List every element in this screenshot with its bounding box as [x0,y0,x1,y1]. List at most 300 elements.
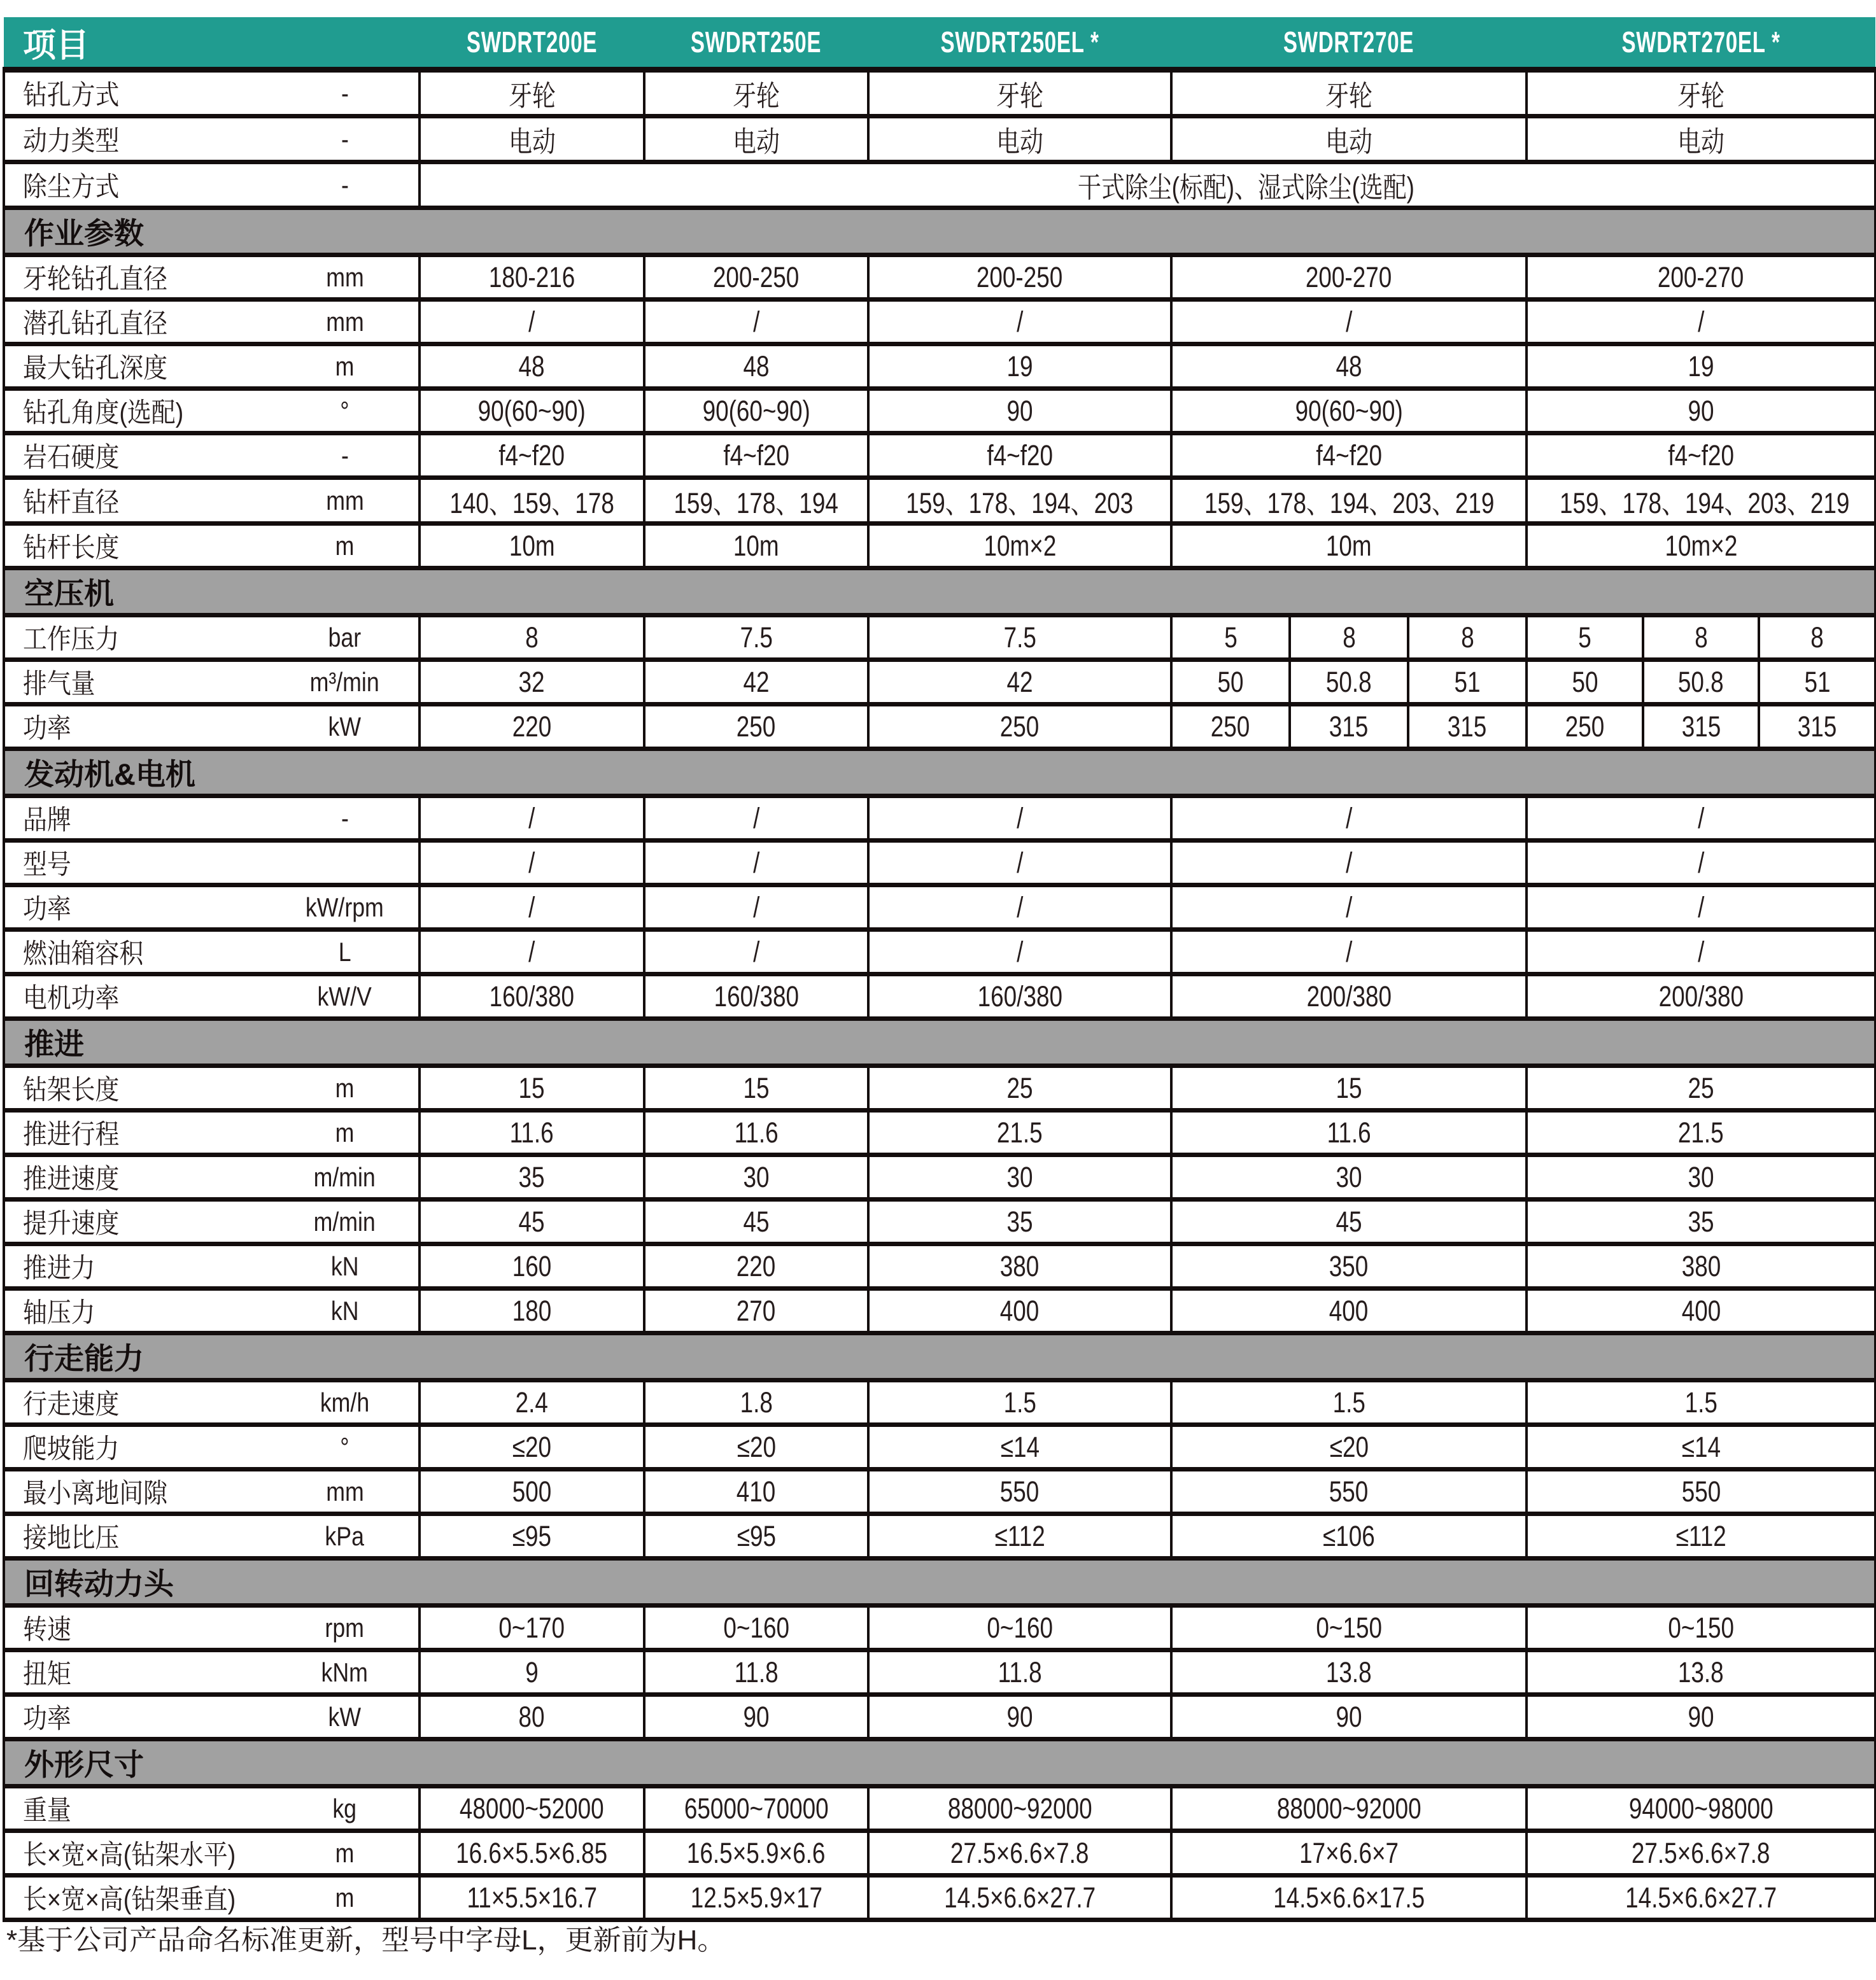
cell-value [420,1244,644,1289]
model-header [1527,17,1875,70]
cell-value-text: 45 [518,1205,546,1238]
row-unit-text: ° [340,1431,349,1462]
row-label [4,1831,271,1876]
cell-value-text: 80 [518,1700,546,1733]
row-label [4,1470,271,1514]
row-unit [271,1380,420,1425]
cell-value-text: 0~170 [498,1611,565,1644]
row-unit [271,1155,420,1200]
cell-value-text: 0~160 [987,1611,1053,1644]
row-unit [271,524,420,568]
cell-value-text: 1.8 [740,1386,773,1419]
cell-value-text: 160/380 [489,979,575,1013]
cell-value-text: / [1345,935,1353,968]
cell-value-text: 35 [1006,1205,1033,1238]
row-unit-text: kW [328,1701,362,1732]
cell-value [1527,1650,1875,1695]
cell-value [420,930,644,974]
model-name: SWDRT200E [466,25,598,59]
cell-value [1643,660,1759,705]
cell-value [644,1650,868,1695]
cell-value [1527,841,1875,885]
cell-value-text: / [752,801,760,834]
row-unit-text: mm [325,262,364,292]
row-unit-text: kg [332,1793,357,1823]
cell-value [420,433,644,478]
cell-value [1527,389,1875,433]
cell-value [1527,255,1875,300]
cell-value [420,1650,644,1695]
cell-value-text: 19 [1006,349,1033,383]
cell-value [1171,70,1527,116]
row-unit-text: rpm [325,1612,365,1643]
row-label [4,1695,271,1739]
row-unit [271,389,420,433]
table-row [4,389,1875,433]
cell-value [868,300,1171,344]
row-label-text: 行走速度 [23,1389,120,1420]
table-row [4,1244,1875,1289]
cell-value-text: 14.5×6.6×27.7 [1625,1881,1777,1914]
cell-value-text: 200-270 [1306,260,1392,293]
cell-value [644,660,868,705]
cell-value-text: 50 [1572,665,1598,698]
cell-value [644,930,868,974]
row-label [4,974,271,1019]
cell-value [644,389,868,433]
cell-value-text: 159、178、194、203、219 [1560,487,1850,519]
cell-value-text: 牙轮 [1325,80,1372,112]
table-row [4,796,1875,841]
model-name: SWDRT250E [691,25,822,59]
cell-value-text: 14.5×6.6×27.7 [944,1881,1096,1914]
cell-value [1527,1876,1875,1920]
cell-value [868,1111,1171,1155]
row-label [4,116,271,162]
cell-value-text: 180-216 [488,260,575,293]
row-label-text: 岩石硬度 [23,442,120,473]
cell-value-text: f4~f20 [1668,439,1734,472]
cell-value [868,1695,1171,1739]
cell-value-text: 8 [1810,621,1824,654]
cell-value-text: 48 [518,349,546,383]
cell-value-text: 380 [1681,1249,1721,1282]
row-unit-text: m/min [313,1162,376,1192]
table-row [4,116,1875,162]
row-unit [271,1650,420,1695]
cell-value [420,1289,644,1333]
row-label-text: 长×宽×高(钻架垂直) [23,1885,236,1915]
cell-value-text: 159、178、194、203 [906,487,1134,519]
cell-value [1171,1514,1527,1559]
cell-value [1527,1244,1875,1289]
row-label [4,1200,271,1244]
table-row [4,1380,1875,1425]
table-row [4,660,1875,705]
cell-value-text: 42 [1006,665,1033,698]
cell-value [868,1066,1171,1111]
row-label-text: 钻孔方式 [23,80,120,111]
row-label [4,162,271,208]
cell-value-text: 48 [1336,349,1362,383]
row-unit [271,116,420,162]
cell-value-text: / [1697,890,1705,923]
cell-value-text: 200/380 [1306,979,1392,1013]
table-row [4,1425,1875,1470]
cell-value-text: f4~f20 [498,439,565,472]
row-unit [271,1606,420,1650]
row-unit [271,1514,420,1559]
row-label-text: 重量 [23,1795,71,1826]
cell-value [1408,615,1527,660]
cell-value-text: ≤20 [512,1430,552,1463]
cell-value-text: 160/380 [977,979,1062,1013]
table-row [4,974,1875,1019]
cell-value [1290,660,1408,705]
cell-value [1527,1066,1875,1111]
cell-value [1527,300,1875,344]
cell-value [644,1066,868,1111]
table-row [4,1470,1875,1514]
section-title: 回转动力头 [4,1559,1875,1606]
table-row [4,344,1875,389]
table-row [4,300,1875,344]
cell-value-text: 牙轮 [733,80,780,112]
cell-value [868,1155,1171,1200]
cell-value [1643,705,1759,749]
cell-value-text: 电动 [996,125,1043,158]
cell-value [644,796,868,841]
row-unit-text: kN [330,1251,359,1281]
row-label-text: 接地比压 [23,1523,120,1554]
cell-value-text: ≤20 [1329,1430,1369,1463]
cell-value [1171,885,1527,930]
cell-value-text: 220 [737,1249,776,1282]
row-label [4,70,271,116]
row-unit-text: kN [330,1295,359,1326]
cell-value-text: 35 [1688,1205,1714,1238]
cell-value-text: 90 [1336,1700,1362,1733]
cell-value-text: ≤106 [1323,1519,1375,1552]
cell-value-text: 88000~92000 [1276,1792,1421,1825]
cell-value [420,255,644,300]
row-label-text: 提升速度 [23,1209,120,1239]
cell-value [868,116,1171,162]
cell-value-text: 19 [1688,349,1714,383]
cell-value [1171,1066,1527,1111]
row-label-text: 牙轮钻孔直径 [23,264,168,295]
cell-value-text: 30 [1688,1160,1714,1193]
cell-value-text: 13.8 [1326,1655,1372,1689]
cell-value [1171,1650,1527,1695]
cell-value [868,1876,1171,1920]
cell-value [1171,1200,1527,1244]
cell-value [644,344,868,389]
row-label-text: 长×宽×高(钻架水平) [23,1840,236,1871]
cell-value-text: 200-250 [977,260,1063,293]
cell-value-text: f4~f20 [723,439,789,472]
model-header [644,17,868,70]
row-label [4,433,271,478]
cell-value-text: 1.5 [1332,1386,1365,1419]
row-unit-text: mm [325,485,364,516]
cell-value-text: 180 [512,1294,552,1327]
cell-value-text: 48000~52000 [460,1792,604,1825]
row-unit [271,1787,420,1831]
cell-value [644,1876,868,1920]
row-unit-text: mm [325,1476,364,1506]
cell-value [644,116,868,162]
cell-value [1527,1606,1875,1650]
cell-value-text: 400 [1681,1294,1721,1327]
row-label [4,344,271,389]
row-unit [271,705,420,749]
cell-value [1527,1380,1875,1425]
cell-value-text: 400 [1329,1294,1369,1327]
cell-value-text: / [1016,801,1024,834]
row-unit-text: kNm [321,1657,369,1687]
cell-value [644,615,868,660]
cell-value [1527,1111,1875,1155]
cell-value [868,255,1171,300]
row-label-text: 推进速度 [23,1164,120,1195]
cell-value [1527,433,1875,478]
cell-value-text: 159、178、194、203、219 [1204,487,1495,519]
cell-value-text: 17×6.6×7 [1299,1836,1399,1869]
cell-value-text: / [528,890,535,923]
row-label [4,660,271,705]
cell-value-text: 250 [737,710,776,743]
cell-value [420,974,644,1019]
cell-value-text: 50 [1217,665,1244,698]
cell-value-text: / [1697,305,1705,338]
cell-value-text: ≤20 [737,1430,776,1463]
cell-value-text: 220 [512,710,552,743]
cell-value [868,660,1171,705]
cell-value-text: / [1016,846,1024,879]
cell-value-text: 9 [525,1655,539,1689]
row-unit [271,796,420,841]
cell-value [1527,930,1875,974]
row-label [4,1606,271,1650]
cell-value [644,1155,868,1200]
cell-value [1171,1244,1527,1289]
cell-value-text: / [528,801,535,834]
cell-value-text: ≤14 [1681,1430,1721,1463]
cell-value-text: 11.6 [734,1116,779,1149]
cell-value [1171,1606,1527,1650]
model-name: SWDRT270EL * [1621,25,1781,59]
cell-value [644,1425,868,1470]
cell-value-text: ≤14 [1000,1430,1040,1463]
cell-value [868,1787,1171,1831]
cell-value-text: 200/380 [1658,979,1744,1013]
cell-value-text: / [752,935,760,968]
cell-value-text: 94000~98000 [1628,1792,1774,1825]
cell-value [1527,1200,1875,1244]
row-label [4,1111,271,1155]
row-label-text: 品牌 [23,805,71,836]
cell-value [1171,116,1527,162]
cell-value-text: 140、159、178 [449,487,614,519]
row-unit [271,433,420,478]
cell-value-text: 牙轮 [1677,80,1724,112]
cell-value [420,1380,644,1425]
section-title: 作业参数 [4,208,1875,255]
cell-value [644,1787,868,1831]
cell-value-text: 550 [1000,1475,1040,1508]
row-unit-text: ° [340,395,349,426]
cell-value-text: 16.6×5.5×6.85 [456,1836,608,1869]
row-label [4,1514,271,1559]
cell-value [1171,1380,1527,1425]
cell-value-text: / [1345,801,1353,834]
cell-value [868,433,1171,478]
cell-value [868,389,1171,433]
cell-value-text: 16.5×5.9×6.6 [687,1836,826,1869]
cell-value-text: / [528,935,535,968]
cell-value [1527,1470,1875,1514]
cell-value-text: 0~160 [723,1611,789,1644]
row-label-text: 扭矩 [23,1659,71,1690]
cell-value-text: 12.5×5.9×17 [690,1881,822,1914]
row-unit [271,1111,420,1155]
table-row [4,70,1875,116]
cell-value [644,1695,868,1739]
row-label-text: 功率 [23,1704,71,1734]
row-unit [271,1066,420,1111]
cell-value [1171,344,1527,389]
row-unit [271,1200,420,1244]
cell-value-text: 7.5 [1003,621,1036,654]
row-unit-text: - [341,123,349,154]
row-unit-text: m³/min [309,666,380,697]
cell-value [1527,660,1643,705]
cell-value [1171,1111,1527,1155]
row-unit-text: - [341,440,349,470]
row-label [4,885,271,930]
cell-value [1527,344,1875,389]
cell-value-text: / [1016,305,1024,338]
cell-value-text: 90 [1006,1700,1033,1733]
cell-value-text: 200-270 [1658,260,1744,293]
footnote: *基于公司产品命名标准更新，型号中字母L，更新前为H。 [6,1925,726,1956]
row-label-text: 转速 [23,1615,71,1645]
cell-value-text: 315 [1797,710,1837,743]
cell-value [1643,615,1759,660]
cell-value-text: 42 [743,665,770,698]
cell-value [420,478,644,524]
row-label-text: 推进力 [23,1253,95,1284]
cell-value-text: 35 [518,1160,546,1193]
section-row [4,1333,1875,1380]
table-row [4,1066,1875,1111]
cell-value-text: 8 [1694,621,1708,654]
cell-value-text: 270 [737,1294,776,1327]
cell-value-text: ≤95 [737,1519,776,1552]
row-unit [271,1695,420,1739]
cell-value [1171,796,1527,841]
table-row [4,524,1875,568]
cell-value [868,1514,1171,1559]
cell-value [868,705,1171,749]
cell-value [644,1111,868,1155]
cell-value-text: / [1697,801,1705,834]
row-unit [271,1244,420,1289]
cell-value [1527,116,1875,162]
section-row [4,1739,1875,1787]
cell-value [644,974,868,1019]
cell-value-text: 11.6 [1327,1116,1371,1149]
cell-value-text: 27.5×6.6×7.8 [950,1836,1089,1869]
row-label-text: 电机功率 [23,983,120,1014]
row-label [4,615,271,660]
cell-value-text: 11.6 [509,1116,554,1149]
row-label [4,255,271,300]
row-unit-text: m [335,1837,355,1868]
row-label-text: 爬坡能力 [23,1434,120,1464]
cell-value-text: 45 [743,1205,770,1238]
cell-value-text: 5 [1578,621,1591,654]
cell-value [1527,1155,1875,1200]
cell-value-text: 90 [1688,1700,1714,1733]
cell-value [420,885,644,930]
row-unit [271,300,420,344]
cell-value [420,1695,644,1739]
cell-value [420,1155,644,1200]
cell-value [644,300,868,344]
cell-value [1527,1514,1875,1559]
cell-value [868,1470,1171,1514]
cell-value-text: 200-250 [713,260,800,293]
cell-value [420,1066,644,1111]
cell-value-text: 1.5 [1003,1386,1036,1419]
row-label [4,705,271,749]
cell-value [1171,300,1527,344]
cell-value-text: 380 [1000,1249,1040,1282]
cell-value-text: 8 [525,621,539,654]
row-unit-text: kW/rpm [306,892,384,922]
cell-value [420,1200,644,1244]
cell-value [420,1514,644,1559]
cell-value [420,1470,644,1514]
row-unit-text: m [335,1072,355,1103]
cell-value-text: 27.5×6.6×7.8 [1632,1836,1770,1869]
model-header [868,17,1171,70]
cell-value-text: / [1697,846,1705,879]
cell-value [868,1831,1171,1876]
cell-value [1527,615,1643,660]
cell-value [1527,524,1875,568]
row-label [4,1876,271,1920]
cell-value [420,116,644,162]
row-label-text: 排气量 [23,669,95,699]
cell-value-text: 90(60~90) [702,394,810,427]
cell-value [1408,705,1527,749]
cell-value [420,1876,644,1920]
row-unit [271,162,420,208]
row-unit [271,841,420,885]
cell-value-text: 25 [1688,1071,1714,1104]
table-row [4,1650,1875,1695]
cell-value [868,1244,1171,1289]
cell-value-text: 14.5×6.6×17.5 [1273,1881,1425,1914]
row-label [4,524,271,568]
section-row [4,208,1875,255]
model-header [1171,17,1527,70]
cell-value [644,1470,868,1514]
cell-value-text: 48 [743,349,770,383]
